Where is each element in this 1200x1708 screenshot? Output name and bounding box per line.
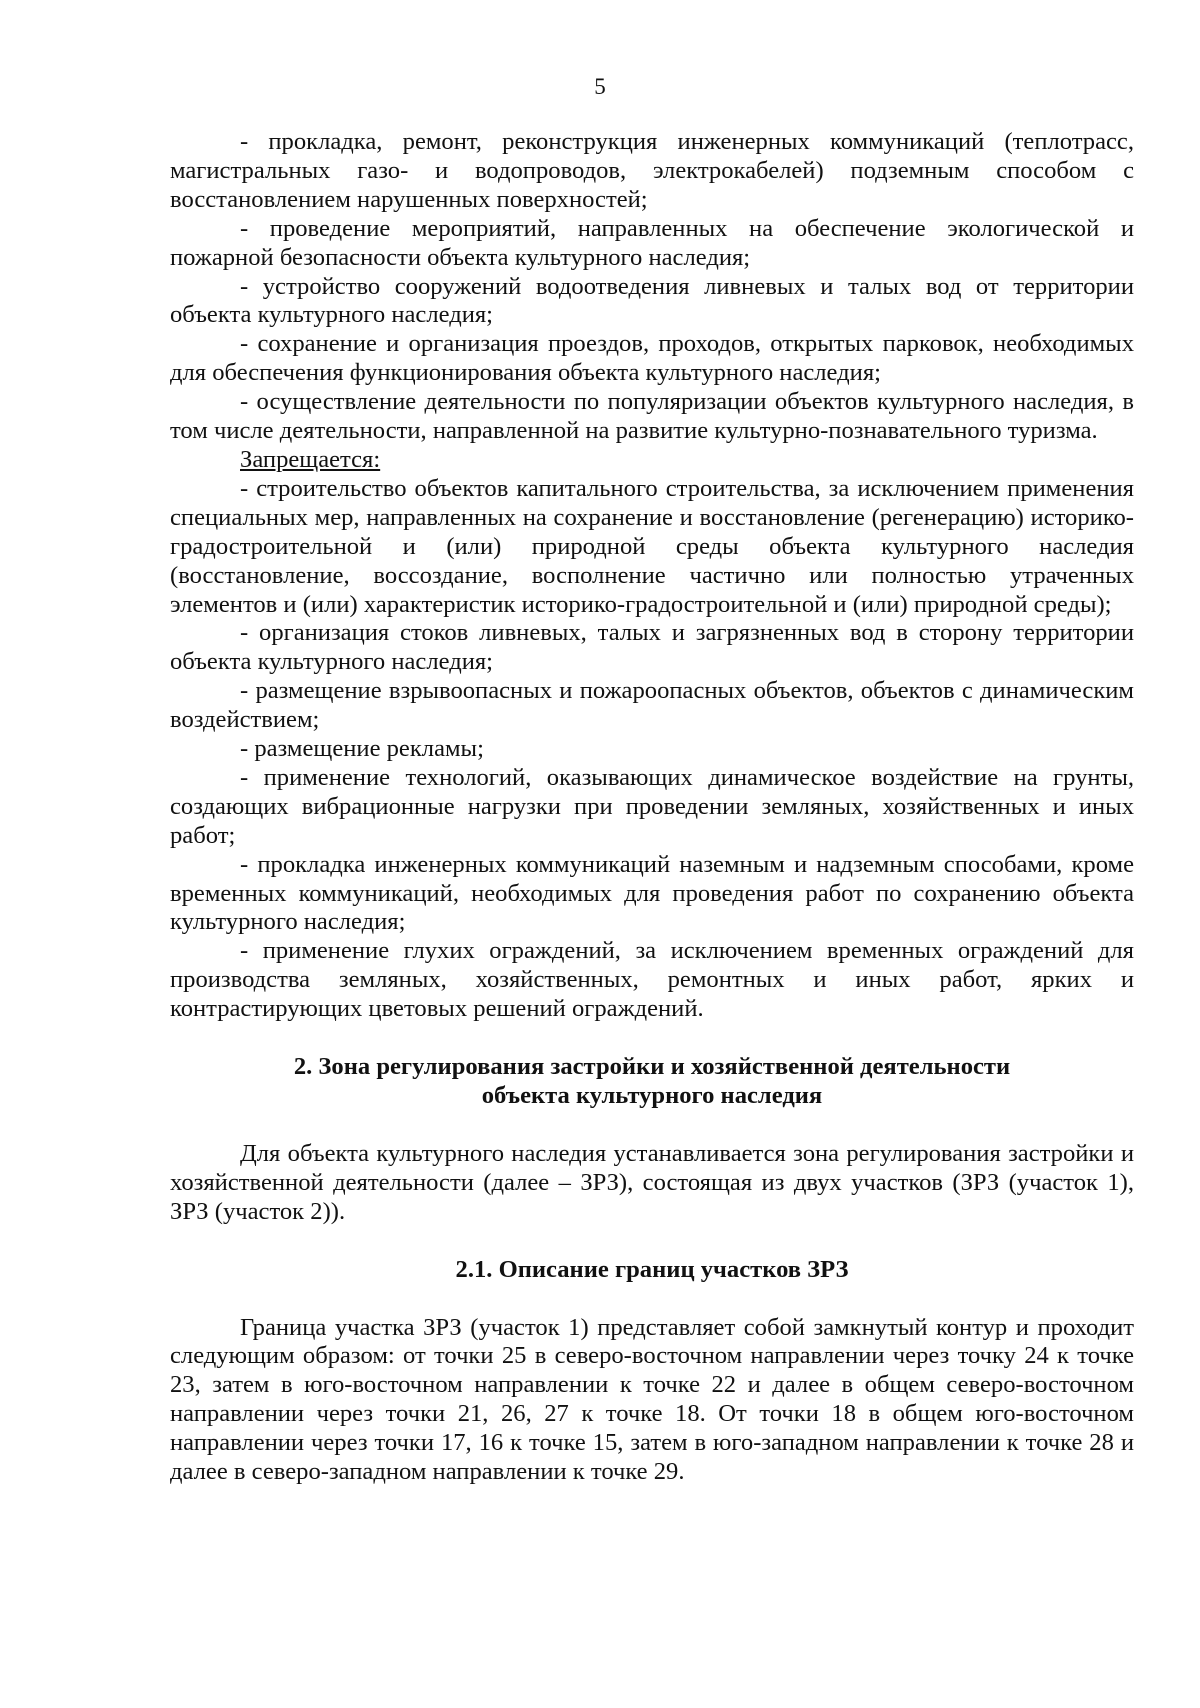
paragraph-prohibited-2: - организация стоков ливневых, талых и загрязненных вод в сторону территории объекта культурного наследия;	[170, 619, 1134, 676]
paragraph-prohibited-1: - строительство объектов капитального строительства, за исключением применения специальных мер, направленных на сохранение и восстановление (регенерацию) историко-градостроительной и (или) природной среды объекта культурного наследия (восстановление, воссоздание, восполнение частично или полностью утраченных элементов и (или) характеристик историко-градостроительной и (или) природной среды);	[170, 474, 1134, 618]
paragraph-allowed-3: - устройство сооружений водоотведения ливневых и талых вод от территории объекта культурного наследия;	[170, 272, 1134, 329]
section-2-title-line-1: 2. Зона регулирования застройки и хозяйственной деятельности	[293, 1053, 1011, 1081]
section-2-1-title: 2.1. Описание границ участков ЗРЗ	[455, 1255, 849, 1283]
prohibited-label: Запрещается:	[240, 445, 381, 473]
paragraph-prohibited-7: - применение глухих ограждений, за исключением временных ограждений для производства земляных, хозяйственных, ремонтных и иных работ, ярких и контрастирующих цветовых решений ограждений.	[170, 937, 1134, 1023]
paragraph-prohibited-4: - размещение рекламы;	[240, 735, 484, 763]
paragraph-allowed-5: - осуществление деятельности по популяризации объектов культурного наследия, в том числе деятельности, направленной на развитие культурно-познавательного туризма.	[170, 388, 1134, 445]
section-2-1-text: Граница участка ЗРЗ (участок 1) представляет собой замкнутый контур и проходит следующим образом: от точки 25 в северо-восточном направлении через точку 24 к точке 23, затем в юго-восточном направлении к точке 22 и далее в общем северо-восточном направлении через точки 21, 26, 27 к точке 18. От точки 18 в общем юго-восточном направлении через точки 17, 16 к точке 15, затем в юго-западном направлении к точке 28 и далее в северо-западном направлении к точке 29.	[170, 1313, 1134, 1486]
paragraph-allowed-4: - сохранение и организация проездов, проходов, открытых парковок, необходимых для обеспечения функционирования объекта культурного наследия;	[170, 330, 1134, 387]
document-body	[170, 128, 1134, 1487]
section-2-title-line-2: объекта культурного наследия	[481, 1082, 823, 1109]
paragraph-allowed-2: - проведение мероприятий, направленных на обеспечение экологической и пожарной безопасности объекта культурного наследия;	[170, 214, 1134, 271]
paragraph-prohibited-5: - применение технологий, оказывающих динамическое воздействие на грунты, создающих вибрационные нагрузки при проведении земляных, хозяйственных и иных работ;	[170, 763, 1134, 849]
prohibited-heading	[170, 446, 1134, 475]
page-number: 5	[594, 74, 606, 99]
paragraph-allowed-1: - прокладка, ремонт, реконструкция инженерных коммуникаций (теплотрасс, магистральных газо- и водопроводов, электрокабелей) подземным способом с восстановлением нарушенных поверхностей;	[170, 128, 1134, 213]
paragraph-prohibited-3: - размещение взрывоопасных и пожароопасных объектов, объектов с динамическим воздействием;	[170, 677, 1134, 734]
paragraph-prohibited-6: - прокладка инженерных коммуникаций наземным и надземным способами, кроме временных коммуникаций, необходимых для проведения работ по сохранению объекта культурного наследия;	[170, 850, 1134, 936]
section-2-intro: Для объекта культурного наследия устанавливается зона регулирования застройки и хозяйственной деятельности (далее – ЗРЗ), состоящая из двух участков (ЗРЗ (участок 1), ЗРЗ (участок 2)).	[170, 1139, 1134, 1225]
